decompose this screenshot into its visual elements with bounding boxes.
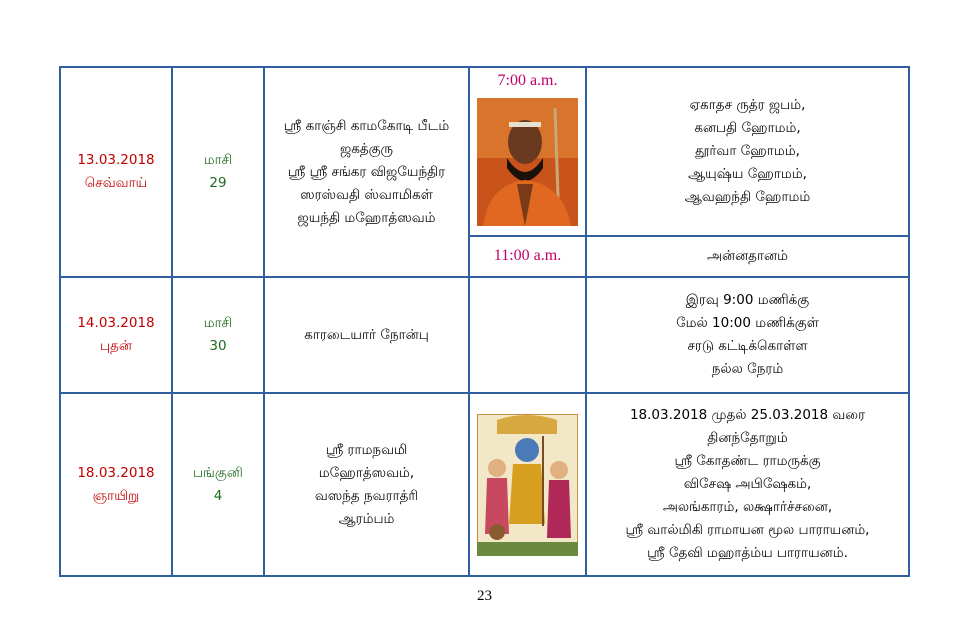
tamil-date-cell: [172, 277, 264, 393]
rama-parivar-image: [477, 414, 578, 556]
detail-line: ஆயுஷ்ய ஹோமம்,: [688, 166, 807, 182]
tamil-day: 4: [213, 487, 223, 504]
details-cell: [586, 393, 909, 576]
weekday: செவ்வாய்: [84, 175, 148, 191]
detail-line: கனபதி ஹோமம்,: [694, 120, 801, 136]
gregorian-date: 13.03.2018: [77, 152, 155, 168]
event-line: வஸந்த நவராத்ரி: [314, 487, 419, 504]
event-cell: [264, 277, 469, 393]
time-label: 7:00 a.m.: [497, 72, 558, 89]
detail-line: நல்ல நேரம்: [711, 361, 784, 377]
detail-line: இரவு 9:00 மணிக்கு: [685, 292, 810, 308]
detail-line: ஸ்ரீ வால்மிகி ராமாயன மூல பாராயனம்,: [625, 522, 870, 538]
detail-line: அன்னதானம்: [707, 248, 788, 264]
date-cell: [60, 277, 172, 393]
event-line: ஸ்ரீ ராமநவமி: [325, 441, 408, 458]
tamil-day: 29: [209, 175, 227, 191]
detail-line: அலங்காரம், லக்ஷார்ச்சனை,: [662, 499, 833, 515]
tamil-month: மாசி: [203, 315, 233, 331]
event-line: ஸ்ரீ ஸ்ரீ சங்கர விஜயேந்திர: [287, 163, 446, 180]
event-line: ஜயந்தி மஹோத்ஸவம்: [297, 209, 436, 226]
event-line: ஜகத்குரு: [339, 140, 394, 157]
time-image-cell: [469, 67, 586, 236]
event-cell: [264, 67, 469, 277]
date-cell: [60, 67, 172, 277]
page-number: 23: [477, 588, 492, 604]
detail-line: ஸ்ரீ கோதண்ட ராமருக்கு: [674, 453, 821, 469]
detail-line: விசேஷ அபிஷேகம்,: [683, 476, 812, 492]
table-row: [60, 277, 909, 393]
weekday: ஞாயிறு: [92, 487, 140, 504]
event-line: ஆரம்பம்: [338, 510, 395, 527]
gregorian-date: 14.03.2018: [77, 315, 155, 331]
detail-line: தினந்தோறும்: [707, 430, 788, 446]
table-row: [60, 67, 909, 236]
event-line: ஸ்ரீ காஞ்சி காமகோடி பீடம்: [283, 117, 450, 134]
event-line: மஹோத்ஸவம்,: [318, 464, 415, 481]
tamil-date-cell: [172, 393, 264, 576]
image-cell: [469, 393, 586, 576]
event-line: காரடையார் நோன்பு: [304, 326, 429, 343]
detail-line: ஸ்ரீ தேவி மஹாத்ம்ய பாராயனம்.: [647, 545, 848, 561]
tamil-month: பங்குனி: [193, 464, 243, 481]
detail-line: 18.03.2018 முதல் 25.03.2018 வரை: [629, 407, 866, 423]
detail-line: சரடு கட்டிக்கொள்ள: [687, 338, 808, 354]
details-cell: [586, 67, 909, 236]
tamil-day: 30: [209, 338, 227, 354]
detail-line: மேல் 10:00 மணிக்குள்: [676, 315, 819, 331]
tamil-month: மாசி: [203, 152, 233, 168]
detail-line: ஆவஹந்தி ஹோமம்: [684, 189, 811, 205]
event-cell: [264, 393, 469, 576]
time-cell: [469, 236, 586, 277]
table-row: [60, 393, 909, 576]
festival-calendar-table: [59, 66, 910, 577]
detail-line: ஏகாதச ருத்ர ஜபம்,: [689, 97, 806, 113]
date-cell: [60, 393, 172, 576]
weekday: புதன்: [100, 338, 132, 354]
event-line: ஸரஸ்வதி ஸ்வாமிகள்: [300, 186, 433, 203]
swamiji-portrait-image: [477, 98, 578, 226]
time-label: 11:00 a.m.: [493, 247, 562, 264]
gregorian-date: 18.03.2018: [77, 464, 155, 481]
tamil-date-cell: [172, 67, 264, 277]
details-cell: [586, 277, 909, 393]
empty-cell: [469, 277, 586, 393]
detail-line: தூர்வா ஹோமம்,: [695, 143, 800, 159]
details-cell: [586, 236, 909, 277]
